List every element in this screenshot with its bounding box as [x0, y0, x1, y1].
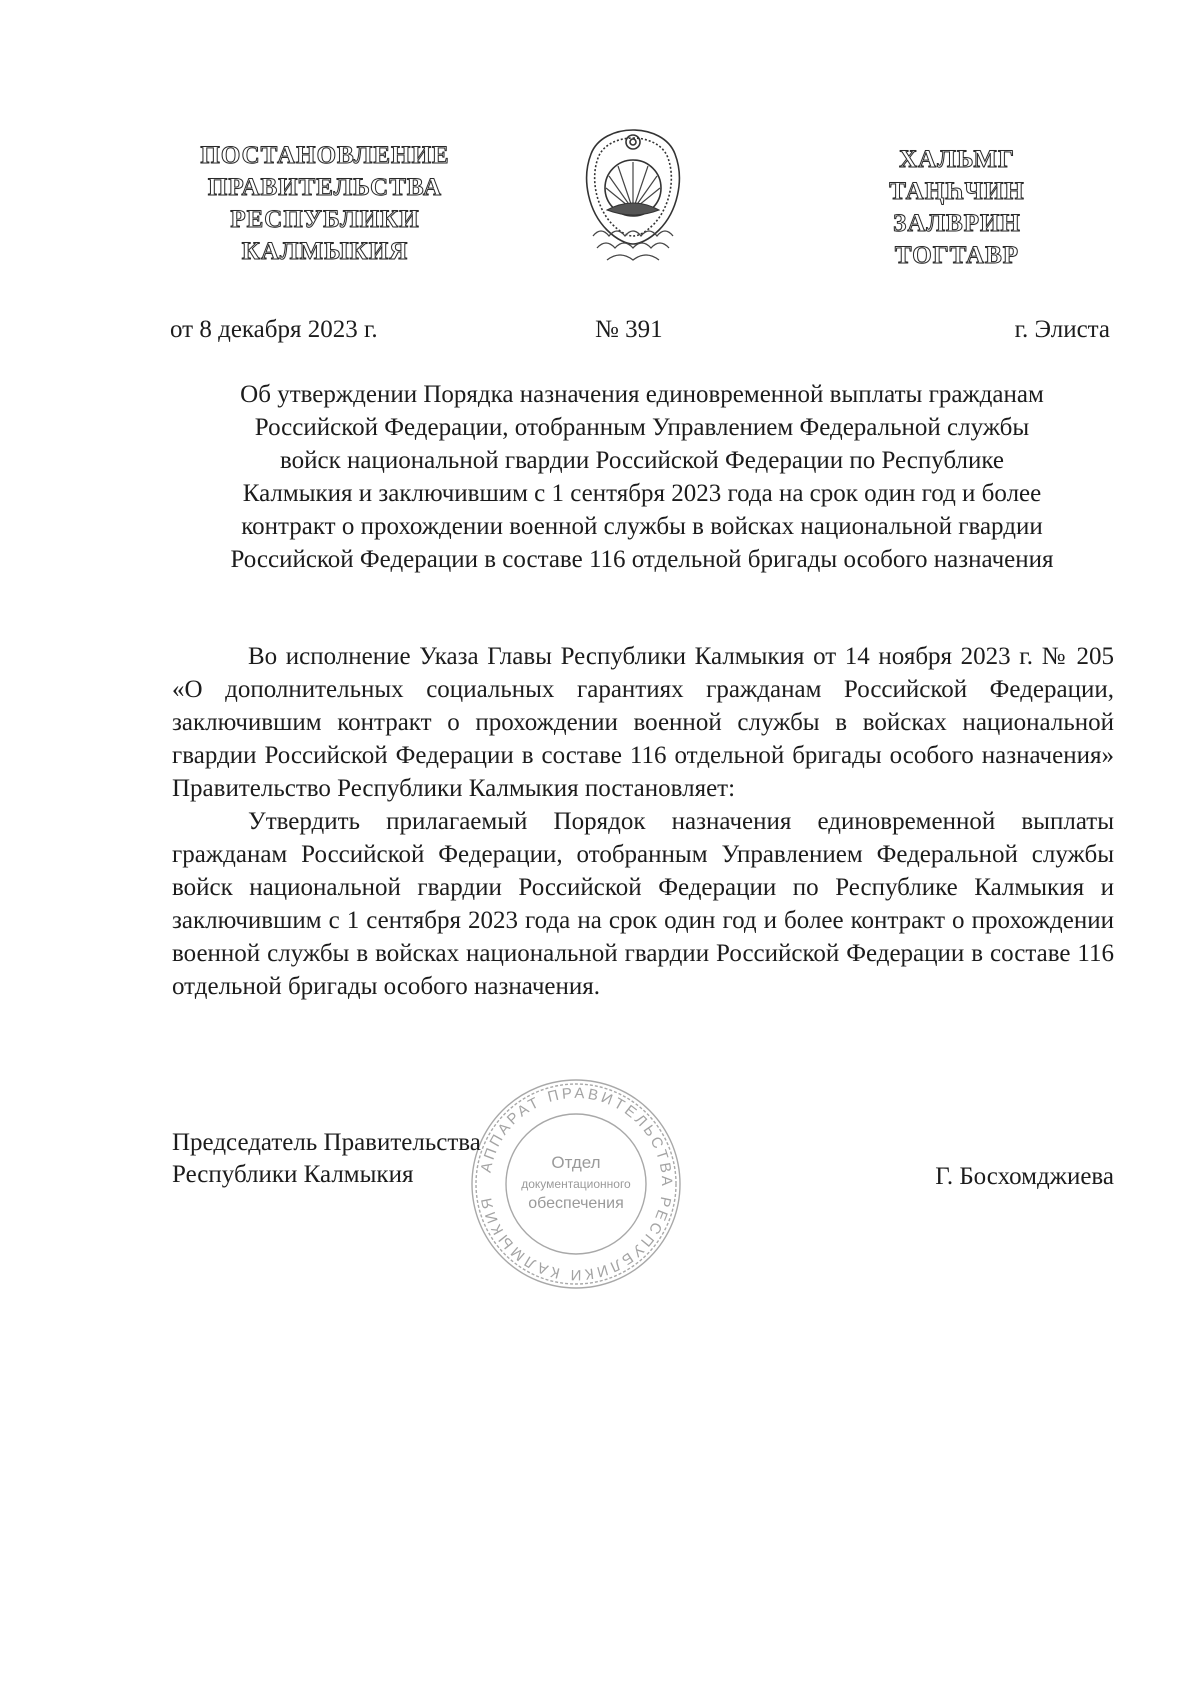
title-line: Российской Федерации, отобранным Управлением Федеральной службы [254, 414, 1030, 441]
header-ru-line: ПРАВИТЕЛЬСТВА [207, 174, 443, 201]
header-ru-line: КАЛМЫКИЯ [241, 238, 409, 265]
document-number: № 391 [595, 316, 663, 343]
title-line: Об утверждении Порядка назначения единовременной выплаты гражданам [240, 381, 1044, 408]
document-title [168, 378, 1116, 576]
header-kalm-line: ЗАЛВРИН [893, 210, 1021, 237]
signatory-position-line: Республики Калмыкия [172, 1161, 414, 1188]
signatory-name: Г. Босхомджиева [935, 1163, 1114, 1190]
title-line: Калмыкия и заключившим с 1 сентября 2023 года на срок один год и более [242, 480, 1042, 507]
coat-of-arms-icon [573, 124, 693, 274]
header-russian [170, 140, 480, 268]
stamp-center-line: обеспечения [528, 1195, 624, 1212]
body-paragraph: Во исполнение Указа Главы Республики Калмыкия от 14 ноября 2023 г. № 205 «О дополнительных социальных гарантиях гражданам Российской Федерации, заключившим контракт о прохождении военной службы в войсках национальной гвардии Российской Федерации в составе 116 отдельной бригады особого назначения» Правительство Республики Калмыкия постановляет: [172, 643, 1114, 802]
document-date: от 8 декабря 2023 г. [170, 316, 378, 343]
header-ru-line: РЕСПУБЛИКИ [230, 206, 420, 233]
header-ru-line: ПОСТАНОВЛЕНИЕ [200, 142, 450, 169]
title-line: войск национальной гвардии Российской Федерации по Республике [280, 447, 1004, 474]
header-kalmyk [862, 144, 1052, 272]
title-line: контракт о прохождении военной службы в войсках национальной гвардии [241, 513, 1043, 540]
official-stamp [466, 1074, 686, 1294]
stamp-ring-text: АППАРАТ ПРАВИТЕЛЬСТВА РЕСПУБЛИКИ КАЛМЫКИЯ [477, 1084, 676, 1284]
body-paragraph: Утвердить прилагаемый Порядок назначения единовременной выплаты гражданам Российской Федерации, отобранным Управлением Федеральной службы войск национальной гвардии Российской Федерации по Республике Калмыкия и заключившим с 1 сентября 2023 года на срок один год и более контракт о прохождении военной службы в войсках национальной гвардии Российской Федерации в составе 116 отдельной бригады особого назначения. [172, 808, 1114, 1000]
header-kalm-line: ХАЛЬМГ [899, 146, 1015, 173]
document-body [172, 640, 1114, 1003]
signatory-position [172, 1127, 481, 1191]
header-kalm-line: ТАҢҺЧИН [889, 178, 1025, 205]
header-kalm-line: ТОГТАВР [894, 242, 1020, 269]
signatory-position-line: Председатель Правительства [172, 1129, 481, 1156]
stamp-center-line: Отдел [551, 1153, 601, 1172]
title-line: Российской Федерации в составе 116 отдельной бригады особого назначения [230, 546, 1054, 573]
stamp-center-line: документационного [521, 1177, 631, 1191]
document-city: г. Элиста [1014, 316, 1110, 343]
